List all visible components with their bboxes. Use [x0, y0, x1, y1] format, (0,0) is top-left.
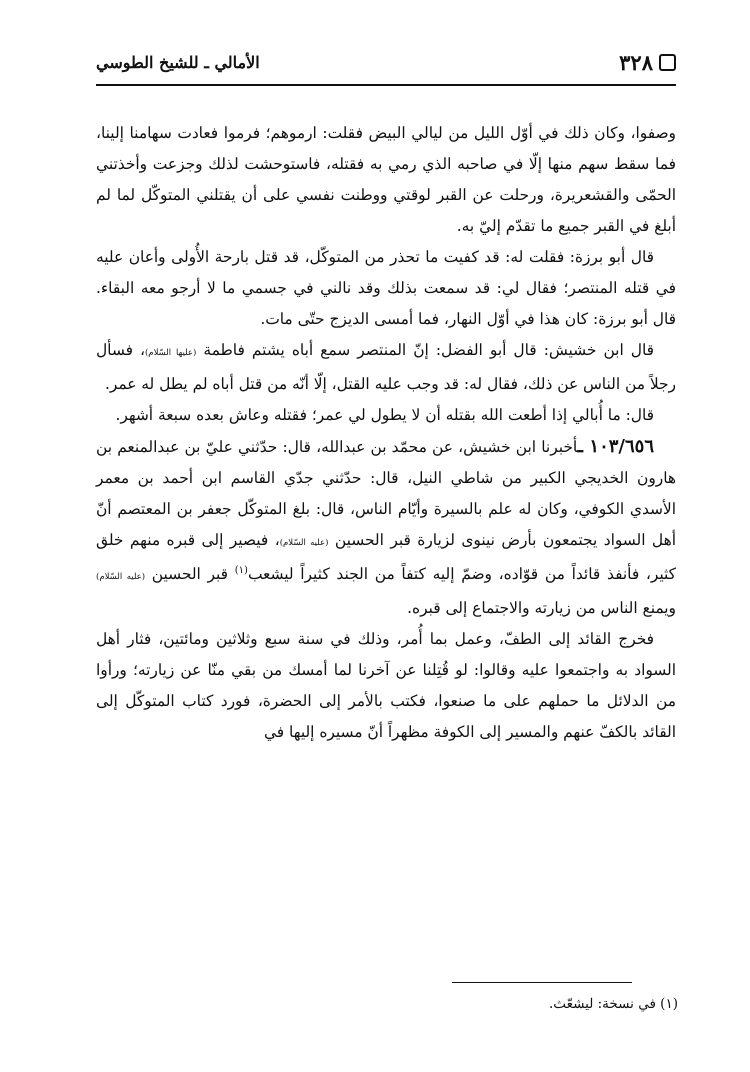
square-bullet-icon [659, 54, 676, 71]
paragraph-2: قال أبو برزة: فقلت له: قد كفيت ما تحذر من المتوكّل، قد قتل بارحة الأُولى وأعان عليه في قتله المنتصر؛ فقال لي: قد سمعت بذلك وقد نالني في جسمي ما لا أرجو معه البقاء. قال أبو برزة: كان هذا في أوّل النهار، فما أمسى الديزج حتّى مات. [96, 248, 676, 328]
paragraph-4: قال: ما أُبالي إذا أطعت الله بقتله أن لا يطول لي عمر؛ فقتله وعاش بعده سبعة أشهر. [115, 406, 654, 424]
honorific-husayn-2: (عليه السّلام) [96, 572, 146, 582]
paragraph-5 [96, 431, 676, 624]
page-number-group [619, 50, 676, 75]
paragraph-5-part-c: قبر الحسين [145, 565, 235, 583]
paragraph-5-part-d: ويمنع الناس من زيارته والاجتماع إلى قبره. [407, 599, 676, 617]
paragraph-6: فخرج القائد إلى الطفّ، وعمل بما أُمر، وذلك في سنة سبع وثلاثين ومائتين، فثار أهل السواد به واجتمعوا عليه وقالوا: لو قُتِلنا عن آخرنا لما أمسك من بقي منّا عن زيارته؛ ورأوا من الدلائل ما حملهم على ما صنعوا، فكتب بالأمر إلى الحضرة، فورد كتاب المتوكّل إلى القائد بالكفّ عنهم والمسير إلى الكوفة مظهراً أنّ مسيره إليها في [96, 630, 676, 741]
paragraph-1: وصفوا، وكان ذلك في أوّل الليل من ليالي البيض فقلت: ارموهم؛ فرموا فعادت سهامنا إلينا، فما سقط سهم منها إلّا في صاحبه الذي رمي به فقتله، فاستوحشت لذلك وجزعت وأخذتني الحمّى والقشعريرة، ورحلت عن القبر لوقتي ووطنت نفسي على أن يقتلني المتوكّل لما لم أبلغ في القبر جميع ما تقدّم إليّ به. [96, 124, 676, 235]
book-title: الأمالي ـ للشيخ الطوسي [96, 52, 260, 72]
honorific-fatima: (عليها السّلام) [144, 348, 197, 358]
paragraph-5-part-b: ، فيصير إلى قبره منهم خلق كثير، فأنفذ قائداً من قوّاده، وضمّ إليه كتفاً من الجند كثيراً ليشعب [96, 531, 676, 583]
paragraph-5-part-a: أخبرنا ابن خشيش، عن محمّد بن عبدالله، قال: حدّثني عليّ بن عبدالمنعم بن هارون الخديجي الكبير من شاطي النيل، قال: حدّثني جدّي القاسم ابن أحمد بن معمر الأسدي الكوفي، وكان له علم بالسيرة وأيّام الناس، قال: بلغ المتوكّل جعفر بن المعتصم أنّ أهل السواد يجتمعون بأرض نينوى لزيارة قبر الحسين [96, 438, 676, 549]
header-rule [96, 84, 676, 86]
footnote-rule [452, 982, 632, 983]
paragraph-3-start: قال ابن خشيش: قال أبو الفضل: إنّ المنتصر سمع أباه يشتم فاطمة [203, 341, 654, 359]
footnote: (١) في نسخة: ليشعّث. [549, 996, 678, 1012]
paragraph-3 [96, 335, 676, 400]
page-number: ٣٢٨ [619, 49, 653, 75]
main-text [96, 118, 676, 748]
honorific-husayn-1: (عليه السّلام) [279, 538, 329, 548]
footnote-reference: (١) [234, 564, 248, 576]
paragraph-3-end: ، فسأل رجلاً من الناس عن ذلك، فقال له: قد وجب عليه القتل، إلّا أنّه من قتل أباه لم يطل له عمر. [96, 341, 676, 393]
hadith-number: ١٠٣/٦٥٦ ـ [577, 436, 654, 457]
page-header [96, 44, 676, 80]
